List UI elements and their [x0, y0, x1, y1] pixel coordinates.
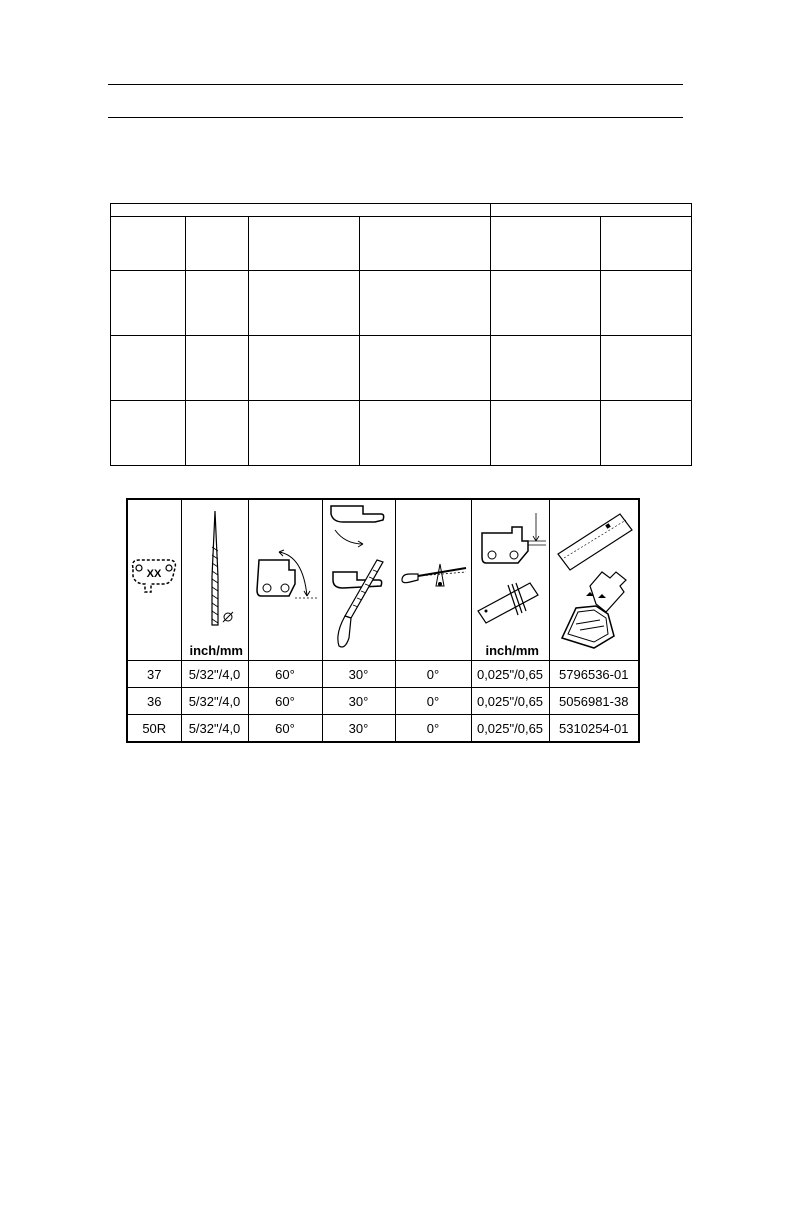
depth-gauge-value: 0,025"/0,65	[471, 688, 549, 715]
table-cell	[360, 401, 491, 466]
file-tilt-angle-icon	[396, 500, 472, 660]
table-cell	[186, 336, 249, 401]
file-diameter-value: 5/32"/4,0	[181, 661, 248, 688]
gauge-tool-cell	[549, 499, 639, 661]
holding-angle-value: 30°	[322, 715, 395, 743]
filing-angle-value: 60°	[248, 688, 322, 715]
depth-gauge-setting-icon	[472, 507, 550, 643]
table-cell	[249, 401, 360, 466]
file-tilt-value: 0°	[395, 715, 471, 743]
table-cell	[491, 271, 601, 336]
table-row	[127, 688, 639, 715]
round-file-icon	[182, 507, 249, 643]
table-cell	[186, 271, 249, 336]
table-cell	[186, 401, 249, 466]
table-cell	[360, 336, 491, 401]
table-cell	[249, 336, 360, 401]
holding-angle-cell	[322, 499, 395, 661]
part-number-value: 5310254-01	[549, 715, 639, 743]
table-cell	[491, 401, 601, 466]
table-cell	[111, 336, 186, 401]
filing-angle-value: 60°	[248, 661, 322, 688]
sharpening-spec-table	[126, 498, 640, 743]
depth-gauge-tool-icon	[550, 500, 640, 660]
header-cell	[360, 217, 491, 271]
table-row	[127, 661, 639, 688]
header-cell	[601, 217, 692, 271]
depth-gauge-value: 0,025"/0,65	[471, 661, 549, 688]
column-header-row	[111, 217, 692, 271]
chain-code-cell: 50R	[127, 715, 181, 743]
group-header-left	[111, 204, 491, 217]
cutter-filing-angle-icon	[249, 500, 323, 660]
table-row	[111, 271, 692, 336]
file-tilt-value: 0°	[395, 661, 471, 688]
filing-angle-cell	[248, 499, 322, 661]
header-cell	[491, 217, 601, 271]
part-number-value: 5796536-01	[549, 661, 639, 688]
top-rule	[108, 84, 683, 85]
chain-link-label: XX	[146, 568, 162, 580]
file-holding-angle-icon	[323, 500, 396, 660]
holding-angle-value: 30°	[322, 661, 395, 688]
table-cell	[491, 336, 601, 401]
header-cell	[186, 217, 249, 271]
header-cell	[249, 217, 360, 271]
depth-gauge-value: 0,025"/0,65	[471, 715, 549, 743]
table-cell	[601, 271, 692, 336]
icon-header-row	[127, 499, 639, 661]
table-cell	[249, 271, 360, 336]
chain-bar-table	[110, 203, 692, 466]
table-cell	[601, 336, 692, 401]
depth-gauge-unit: inch/mm	[485, 643, 539, 658]
group-header-right	[491, 204, 692, 217]
header-cell	[111, 217, 186, 271]
table-row	[127, 715, 639, 743]
file-diameter-unit: inch/mm	[189, 643, 243, 658]
table-row	[111, 336, 692, 401]
group-header-row	[111, 204, 692, 217]
file-diameter-value: 5/32"/4,0	[181, 715, 248, 743]
table-cell	[111, 271, 186, 336]
table-cell	[111, 401, 186, 466]
chain-code-cell: 36	[127, 688, 181, 715]
file-diameter-value: 5/32"/4,0	[181, 688, 248, 715]
second-rule	[108, 117, 683, 118]
file-tilt-cell	[395, 499, 471, 661]
chain-code-cell: 37	[127, 661, 181, 688]
table-row	[111, 401, 692, 466]
depth-gauge-cell	[471, 499, 549, 661]
file-diameter-cell	[181, 499, 248, 661]
table-cell	[601, 401, 692, 466]
chain-link-marked-xx-icon	[129, 500, 179, 660]
chain-link-cell	[127, 499, 181, 661]
table-cell	[360, 271, 491, 336]
filing-angle-value: 60°	[248, 715, 322, 743]
holding-angle-value: 30°	[322, 688, 395, 715]
part-number-value: 5056981-38	[549, 688, 639, 715]
file-tilt-value: 0°	[395, 688, 471, 715]
